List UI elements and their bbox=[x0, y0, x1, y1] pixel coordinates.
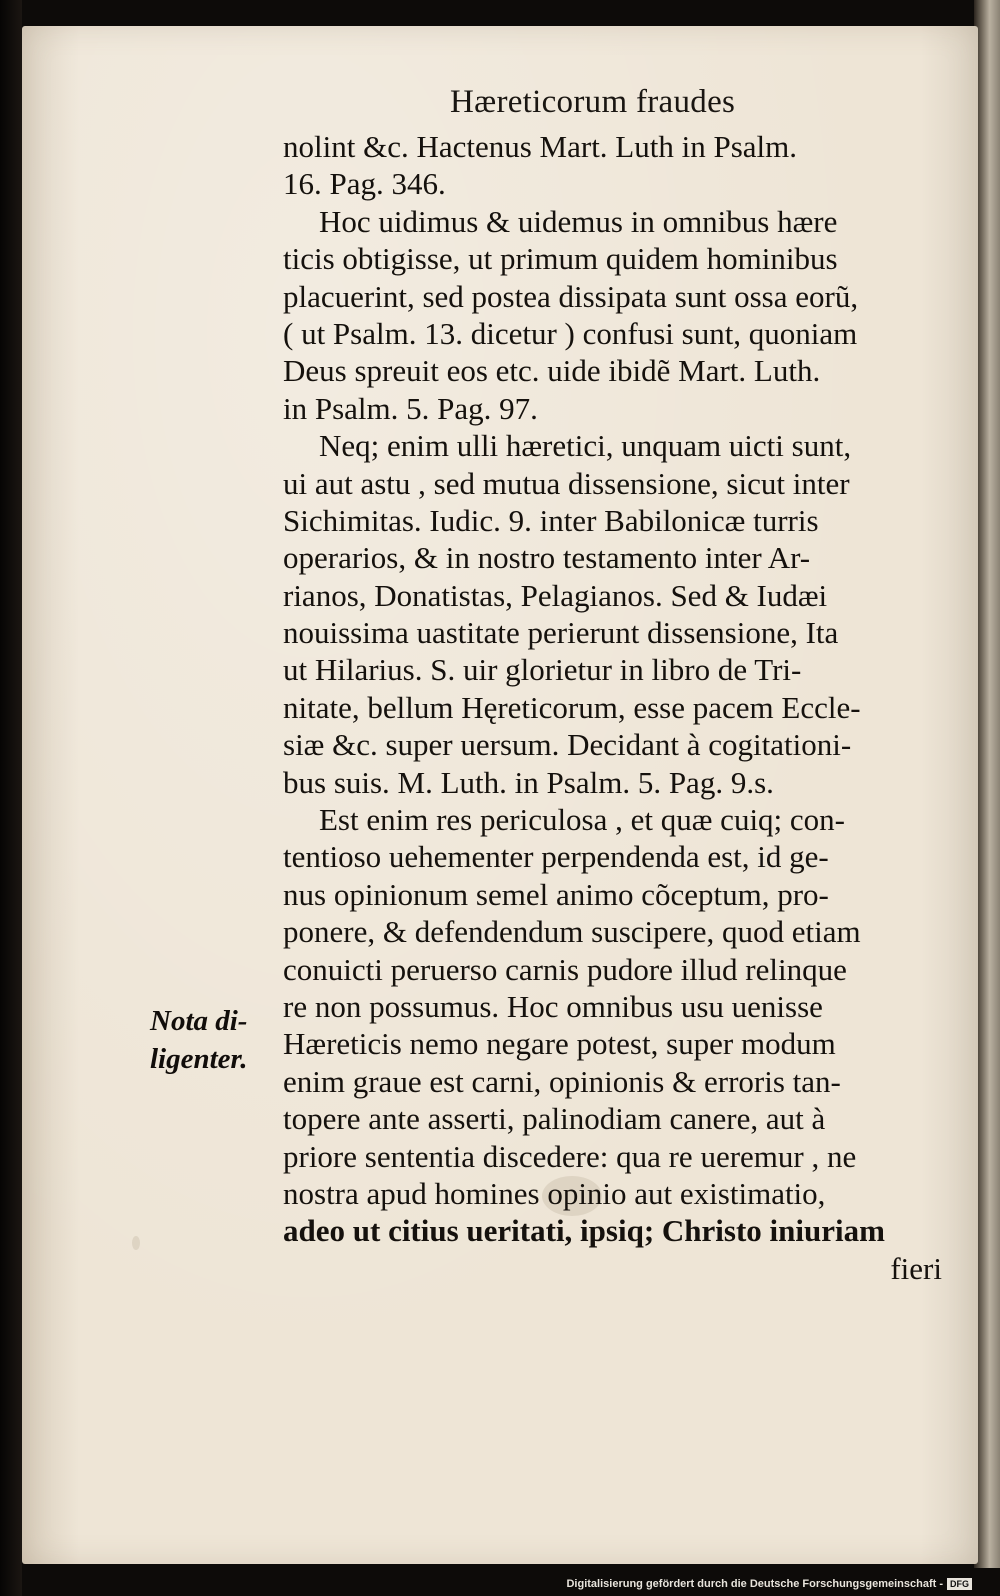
text-line: Sichimitas. Iudic. 9. inter Babilonicæ turris bbox=[283, 502, 819, 538]
page-stain bbox=[132, 1236, 140, 1250]
text-line: ponere, & defendendum suscipere, quod etiam bbox=[283, 914, 861, 950]
digitization-credit bbox=[566, 1578, 972, 1590]
credit-text: Digitalisierung gefördert durch die Deutsche Forschungsgemeinschaft - bbox=[566, 1578, 943, 1590]
text-line: nolint &c. Hactenus Mart. Luth in Psalm. bbox=[283, 129, 798, 164]
catchword: fieri bbox=[890, 1250, 942, 1286]
book-spine-shadow bbox=[0, 0, 22, 1596]
text-line: Hæreticis nemo negare potest, super modum bbox=[283, 1026, 836, 1062]
body-text bbox=[283, 128, 948, 1287]
running-head: Hæreticorum fraudes bbox=[450, 84, 736, 120]
text-line: ticis obtigisse, ut primum quidem hominibus bbox=[283, 241, 838, 277]
margin-note-line: ligenter. bbox=[150, 1043, 248, 1075]
text-line: bus suis. M. Luth. in Psalm. 5. Pag. 9.s. bbox=[283, 764, 774, 800]
text-line: Deus spreuit eos etc. uide ibidẽ Mart. Luth. bbox=[283, 353, 821, 389]
text-line: Est enim res periculosa , et quæ cuiq; con- bbox=[319, 802, 846, 838]
text-line: re non possumus. Hoc omnibus usu uenisse bbox=[283, 988, 823, 1024]
text-line: placuerint, sed postea dissipata sunt ossa eorũ, bbox=[283, 278, 859, 314]
text-line: ut Hilarius. S. uir glorietur in libro de Tri- bbox=[283, 652, 802, 688]
text-line: in Psalm. 5. Pag. 97. bbox=[283, 390, 538, 426]
text-line: ui aut astu , sed mutua dissensione, sicut inter bbox=[283, 465, 850, 501]
text-line: nitate, bellum Hęreticorum, esse pacem Eccle- bbox=[283, 689, 861, 725]
text-line: Hoc uidimus & uidemus in omnibus hære bbox=[319, 203, 838, 239]
text-line: 16. Pag. 346. bbox=[283, 166, 446, 202]
text-line: tentioso uehementer perpendenda est, id ge- bbox=[283, 839, 829, 875]
text-line: nus opinionum semel animo cõceptum, pro- bbox=[283, 876, 829, 912]
text-line: priore sententia discedere: qua re ueremur , ne bbox=[283, 1138, 857, 1174]
text-line: siæ &c. super uersum. Decidant à cogitationi- bbox=[283, 727, 852, 763]
dfg-logo: DFG bbox=[947, 1578, 972, 1590]
text-line: nouissima uastitate perierunt dissensione, Ita bbox=[283, 615, 839, 651]
text-line: topere ante asserti, palinodiam canere, aut à bbox=[283, 1101, 826, 1137]
text-line: rianos, Donatistas, Pelagianos. Sed & Iudæi bbox=[283, 577, 828, 613]
text-line: enim graue est carni, opinionis & erroris tan- bbox=[283, 1063, 841, 1099]
text-line: nostra apud homines opinio aut existimatio, bbox=[283, 1175, 826, 1211]
text-line: conuicti peruerso carnis pudore illud relinque bbox=[283, 951, 847, 987]
text-line: ( ut Psalm. 13. dicetur ) confusi sunt, quoniam bbox=[283, 315, 858, 351]
text-line: adeo ut citius ueritati, ipsiq; Christo iniuriam bbox=[283, 1213, 885, 1249]
text-line: Neq; enim ulli hæretici, unquam uicti sunt, bbox=[319, 428, 852, 464]
text-line: operarios, & in nostro testamento inter Ar- bbox=[283, 540, 811, 576]
margin-note bbox=[150, 1002, 280, 1078]
margin-note-line: Nota di- bbox=[150, 1005, 248, 1037]
